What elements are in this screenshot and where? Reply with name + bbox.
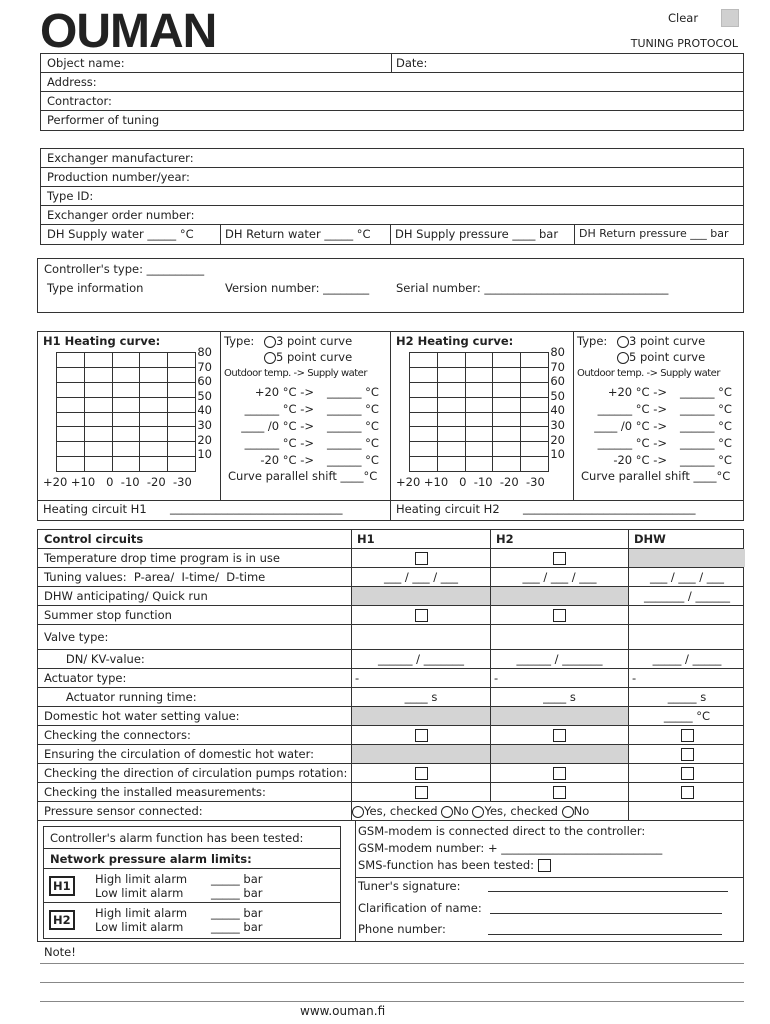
y-tick: 50: [550, 388, 565, 403]
y-tick: 40: [197, 403, 212, 418]
object-name-field[interactable]: Object name:: [47, 56, 125, 70]
table-row-label: Domestic hot water setting value:: [44, 709, 240, 723]
table-row-label: Ensuring the circulation of domestic hot water:: [44, 747, 315, 761]
table-cell[interactable]: ______ / _______: [490, 650, 628, 668]
table-cell[interactable]: _____ °C: [628, 707, 745, 725]
heating-circuit-field[interactable]: ______________________________: [523, 501, 696, 515]
heating-curve-grid[interactable]: [409, 352, 549, 472]
no-label: No: [573, 804, 590, 818]
supply-water-field[interactable]: ______ °C: [680, 402, 732, 416]
h2-high-label: High limit alarm: [95, 906, 188, 920]
3-point-label: 3 point curve: [629, 334, 706, 348]
performer-field[interactable]: Performer of tuning: [47, 113, 160, 127]
checkbox[interactable]: [681, 786, 694, 799]
dh-return-pressure-field[interactable]: DH Return pressure ___ bar: [579, 227, 729, 240]
clarification-line[interactable]: [490, 913, 722, 914]
y-tick: 30: [550, 418, 565, 432]
table-cell: [351, 783, 490, 801]
y-tick: 60: [550, 374, 565, 389]
ouman-logo: OUMAN: [40, 5, 217, 58]
table-cell: [628, 745, 745, 763]
checkbox[interactable]: [553, 552, 566, 565]
table-cell[interactable]: -: [351, 669, 490, 687]
table-cell[interactable]: [351, 625, 490, 649]
signature-label: Tuner's signature:: [358, 879, 461, 893]
table-row-label: Actuator type:: [44, 671, 127, 685]
table-cell: [351, 764, 490, 782]
h1-high-field[interactable]: _____ bar: [211, 872, 263, 886]
controller-section: [37, 258, 744, 313]
heating-curve-grid[interactable]: [56, 352, 196, 472]
curve-title: H2 Heating curve:: [396, 334, 514, 348]
table-header: Control circuits: [44, 532, 144, 546]
dh-supply-pressure-field[interactable]: DH Supply pressure ____ bar: [395, 227, 559, 241]
note-line[interactable]: [40, 982, 744, 983]
y-tick: 80: [550, 345, 565, 359]
table-row-label: Actuator running time:: [44, 690, 197, 704]
type-info-label: Type information: [47, 281, 144, 295]
h1-low-label: Low limit alarm: [95, 886, 184, 900]
h1-badge: H1: [49, 876, 75, 896]
checkbox[interactable]: [553, 609, 566, 622]
disabled-cell: [490, 587, 628, 605]
alarm-tested-label: Controller's alarm function has been tested:: [44, 827, 340, 849]
checkbox[interactable]: [415, 729, 428, 742]
table-cell[interactable]: [628, 625, 745, 649]
divider: [220, 331, 221, 500]
parallel-shift-field[interactable]: Curve parallel shift ____°C: [581, 469, 731, 483]
table-row-label: Checking the installed measurements:: [44, 785, 266, 799]
production-field[interactable]: Production number/year:: [41, 168, 743, 187]
table-cell: [490, 549, 628, 567]
table-cell: [351, 606, 490, 624]
y-tick: 40: [550, 403, 565, 418]
disabled-cell: [490, 745, 628, 763]
signature-line[interactable]: [488, 891, 728, 892]
x-ticks: +20 +10 0 -10 -20 -30: [396, 475, 545, 489]
parallel-shift-field[interactable]: Curve parallel shift ____°C: [228, 469, 378, 483]
table-cell[interactable]: -: [628, 669, 745, 687]
h2-low-label: Low limit alarm: [95, 920, 184, 934]
checkbox[interactable]: [681, 748, 694, 761]
y-tick: 50: [197, 388, 212, 403]
y-tick: 20: [197, 432, 212, 447]
dh-return-water-field[interactable]: DH Return water _____ °C: [225, 227, 371, 241]
table-row-label: Checking the direction of circulation pumps rotation:: [44, 766, 348, 780]
y-tick: 80: [197, 345, 212, 359]
disabled-cell: [490, 707, 628, 725]
supply-water-field[interactable]: ______ °C: [327, 453, 379, 467]
address-field[interactable]: Address:: [41, 73, 743, 92]
table-cell[interactable]: _______ / ______: [628, 587, 745, 605]
checkbox[interactable]: [415, 767, 428, 780]
h1-high-label: High limit alarm: [95, 872, 188, 886]
5-point-radio[interactable]: [617, 352, 629, 364]
heating-circuit-label: Heating circuit H2: [396, 502, 500, 516]
heating-circuit-label: Heating circuit H1: [43, 502, 147, 516]
table-cell: [628, 726, 745, 744]
yes-checked-radio[interactable]: [472, 806, 484, 818]
serial-field[interactable]: Serial number: ________________________________: [396, 281, 669, 295]
note-label: Note!: [44, 945, 76, 959]
table-cell: [490, 783, 628, 801]
checkbox[interactable]: [415, 786, 428, 799]
yes-checked-radio[interactable]: [352, 806, 364, 818]
outdoor-temp-field[interactable]: ______ °C ->: [597, 402, 667, 416]
checkbox[interactable]: [553, 786, 566, 799]
table-cell: [628, 783, 745, 801]
yes-label: Yes, checked: [484, 804, 558, 818]
checkbox[interactable]: [415, 552, 428, 565]
checkbox[interactable]: [681, 767, 694, 780]
table-header: H2: [490, 530, 628, 548]
table-cell: [351, 726, 490, 744]
control-circuits-table: [37, 529, 744, 821]
curve-table-header: Outdoor temp. -> Supply water: [577, 368, 720, 379]
h1-low-field[interactable]: _____ bar: [211, 886, 263, 900]
table-cell: [351, 549, 490, 567]
table-row-label: DN/ KV-value:: [44, 652, 145, 666]
outdoor-temp-field[interactable]: +20 °C ->: [607, 385, 667, 399]
gsm-connected-label: GSM-modem is connected direct to the controller:: [358, 824, 646, 838]
note-line[interactable]: [40, 1001, 744, 1002]
type-label: Type:: [224, 334, 255, 348]
checkbox[interactable]: [415, 609, 428, 622]
controller-type-field[interactable]: Controller's type: __________: [44, 262, 205, 276]
type-id-field[interactable]: Type ID:: [41, 187, 743, 206]
disabled-cell: [351, 745, 490, 763]
date-field[interactable]: Date:: [396, 56, 428, 70]
outdoor-temp-field[interactable]: -20 °C ->: [613, 453, 667, 467]
table-cell[interactable]: _____ s: [628, 688, 745, 706]
h2-badge: H2: [49, 910, 75, 930]
curve-table-header: Outdoor temp. -> Supply water: [224, 368, 367, 379]
supply-water-field[interactable]: ______ °C: [327, 436, 379, 450]
table-row-label: DHW anticipating/ Quick run: [44, 589, 208, 603]
x-ticks: +20 +10 0 -10 -20 -30: [43, 475, 192, 489]
heating-circuit-field[interactable]: ______________________________: [170, 501, 343, 515]
table-cell[interactable]: ____ s: [351, 688, 490, 706]
clear-label: Clear: [668, 11, 699, 25]
table-row-label: Tuning values: P-area/ I-time/ D-time: [44, 570, 266, 584]
5-point-label: 5 point curve: [276, 350, 353, 364]
table-cell[interactable]: ___ / ___ / ___: [490, 568, 628, 586]
table-cell: [490, 606, 628, 624]
dh-supply-water-field[interactable]: DH Supply water _____ °C: [47, 227, 194, 241]
exchanger-section: [40, 148, 744, 245]
pressure-sensor-label: Pressure sensor connected:: [44, 804, 203, 818]
supply-water-field[interactable]: ______ °C: [680, 436, 732, 450]
manufacturer-field[interactable]: Exchanger manufacturer:: [41, 149, 743, 168]
sms-tested-label: SMS-function has been tested:: [358, 858, 535, 872]
table-cell[interactable]: [628, 606, 745, 624]
divider: [573, 331, 574, 500]
clarification-label: Clarification of name:: [358, 901, 482, 915]
sms-tested-checkbox[interactable]: [538, 859, 551, 872]
outdoor-temp-field[interactable]: ______ °C ->: [244, 436, 314, 450]
website-link[interactable]: www.ouman.fi: [300, 1004, 386, 1018]
table-header: DHW: [628, 530, 745, 548]
order-number-field[interactable]: Exchanger order number:: [41, 206, 743, 225]
outdoor-temp-field[interactable]: ____ /0 °C ->: [594, 419, 667, 433]
supply-water-field[interactable]: ______ °C: [327, 385, 379, 399]
5-point-label: 5 point curve: [629, 350, 706, 364]
outdoor-temp-field[interactable]: ______ °C ->: [244, 402, 314, 416]
phone-line[interactable]: [488, 934, 722, 935]
table-cell: [490, 726, 628, 744]
h2-high-field[interactable]: _____ bar: [211, 906, 263, 920]
contractor-field[interactable]: Contractor:: [41, 92, 743, 111]
disabled-cell: [351, 587, 490, 605]
checkbox[interactable]: [553, 729, 566, 742]
supply-water-field[interactable]: ______ °C: [680, 419, 732, 433]
table-row-label: Summer stop function: [44, 608, 172, 622]
table-cell[interactable]: ___ / ___ / ___: [628, 568, 745, 586]
outdoor-temp-field[interactable]: ____ /0 °C ->: [241, 419, 314, 433]
table-row-label: Temperature drop time program is in use: [44, 551, 280, 565]
type-label: Type:: [577, 334, 608, 348]
supply-water-field[interactable]: ______ °C: [680, 385, 732, 399]
supply-water-field[interactable]: ______ °C: [680, 453, 732, 467]
no-radio[interactable]: [441, 806, 453, 818]
y-tick: 60: [197, 374, 212, 389]
outdoor-temp-field[interactable]: -20 °C ->: [260, 453, 314, 467]
table-row-label: Checking the connectors:: [44, 728, 191, 742]
gsm-number-field[interactable]: GSM-modem number: + ____________________________: [358, 841, 663, 855]
note-line[interactable]: [40, 963, 744, 964]
y-tick: 10: [197, 447, 212, 462]
table-row-label: Valve type:: [44, 630, 109, 644]
clear-button[interactable]: [721, 9, 739, 27]
disabled-cell: [628, 549, 745, 567]
y-tick: 30: [197, 418, 212, 432]
version-field[interactable]: Version number: ________: [225, 281, 370, 295]
3-point-radio[interactable]: [617, 336, 629, 348]
y-tick: 70: [197, 359, 212, 374]
table-cell[interactable]: [490, 625, 628, 649]
outdoor-temp-field[interactable]: +20 °C ->: [254, 385, 314, 399]
alarm-gsm-section: [37, 820, 744, 942]
y-tick: 10: [550, 447, 565, 462]
h2-low-field[interactable]: _____ bar: [211, 920, 263, 934]
table-cell: [490, 764, 628, 782]
checkbox[interactable]: [553, 767, 566, 780]
no-radio[interactable]: [562, 806, 574, 818]
checkbox[interactable]: [681, 729, 694, 742]
table-cell[interactable]: ______ / _______: [351, 650, 490, 668]
page-title: TUNING PROTOCOL: [630, 37, 738, 50]
no-label: No: [453, 804, 469, 818]
phone-label: Phone number:: [358, 922, 446, 936]
y-tick: 20: [550, 432, 565, 447]
table-cell[interactable]: -: [490, 669, 628, 687]
5-point-radio[interactable]: [264, 352, 276, 364]
network-limits-label: Network pressure alarm limits:: [44, 849, 340, 869]
table-cell[interactable]: _____ / _____: [628, 650, 745, 668]
yes-label: Yes, checked: [364, 804, 438, 818]
divider: [390, 331, 391, 521]
supply-water-field[interactable]: ______ °C: [327, 402, 379, 416]
curve-title: H1 Heating curve:: [43, 334, 161, 348]
disabled-cell: [351, 707, 490, 725]
table-cell: [628, 764, 745, 782]
supply-water-field[interactable]: ______ °C: [327, 419, 379, 433]
table-cell[interactable]: ____ s: [490, 688, 628, 706]
object-section: [40, 53, 744, 131]
table-cell[interactable]: ___ / ___ / ___: [351, 568, 490, 586]
y-tick: 70: [550, 359, 565, 374]
table-header: H1: [351, 530, 490, 548]
outdoor-temp-field[interactable]: ______ °C ->: [597, 436, 667, 450]
3-point-radio[interactable]: [264, 336, 276, 348]
table-cell: [628, 802, 745, 821]
3-point-label: 3 point curve: [276, 334, 353, 348]
